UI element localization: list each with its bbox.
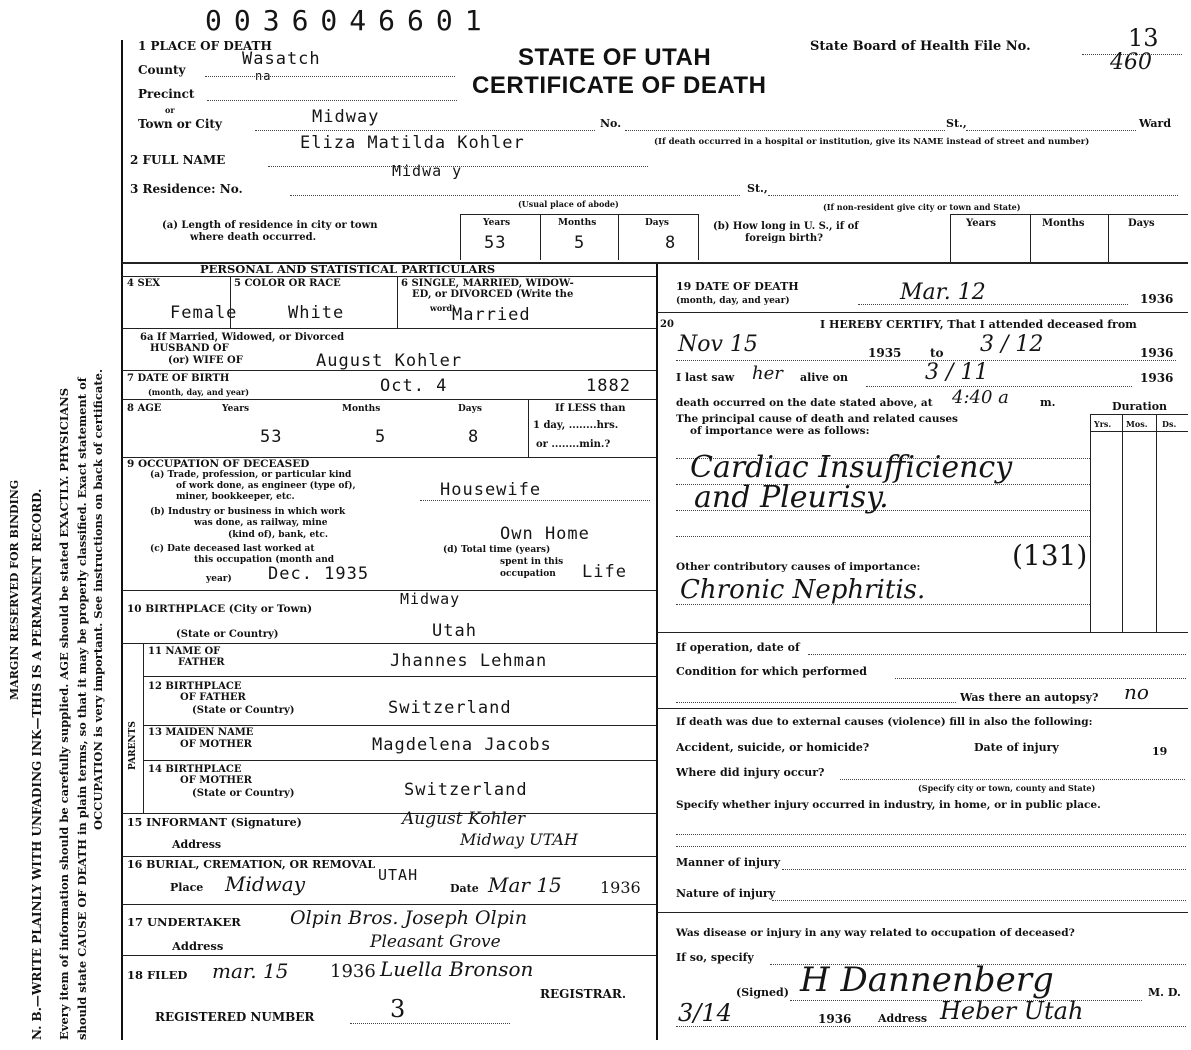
last-saw-date: 3 / 11	[925, 360, 989, 385]
res-box-top	[460, 214, 698, 215]
color-marital-divider	[397, 276, 398, 328]
foreign-label-2: foreign birth?	[745, 233, 823, 244]
cause-label-1: The principal cause of death and related causes	[676, 413, 958, 425]
res-months: 5	[574, 233, 586, 253]
res-days-label: Days	[645, 218, 669, 228]
age-days-label: Days	[458, 404, 482, 414]
residence-value: Midwa y	[392, 162, 463, 180]
res-box-v3	[618, 214, 619, 260]
town-value: Midway	[312, 107, 380, 127]
death-year: 1936	[1140, 292, 1174, 306]
registrar-signature: Luella Bronson	[380, 957, 534, 981]
where-note: (Specify city or town, county and State)	[918, 783, 1096, 793]
informant-address-label: Address	[172, 838, 222, 851]
residence-street-label: St.,	[747, 182, 768, 195]
county-label: County	[138, 63, 186, 77]
res-years-label: Years	[483, 218, 511, 228]
ds-label: Ds.	[1162, 419, 1177, 429]
foreign-box-v2	[1030, 214, 1031, 262]
nature-label: Nature of injury	[676, 887, 776, 900]
occurred-label: death occurred on the date stated above, at	[676, 397, 933, 409]
undertaker-rule	[122, 955, 656, 956]
full-name-value: Eliza Matilda Kohler	[300, 133, 525, 153]
marital-value: Married	[452, 305, 531, 325]
town-label: Town or City	[138, 117, 222, 131]
occ-c-value: Dec. 1935	[268, 564, 370, 584]
informant-address: Midway UTAH	[460, 830, 578, 849]
condition-line	[895, 678, 1186, 679]
father-bp-label-2: OF FATHER	[180, 692, 246, 703]
spouse-value: August Kohler	[316, 351, 463, 371]
spouse-rule	[122, 370, 656, 371]
birthplace-rule	[122, 643, 656, 644]
street-line	[625, 130, 945, 131]
instructions-note-2: should state CAUSE OF DEATH in plain terms, so that it may be properly classified. Exact statement of	[75, 377, 89, 1040]
attended-to: 3 / 12	[980, 332, 1044, 357]
contributory-label: Other contributory causes of importance:	[676, 561, 921, 573]
res-box-v1	[460, 214, 461, 260]
occ-d-value: Life	[582, 562, 627, 582]
specify-line	[676, 834, 1186, 835]
foreign-box-v3	[1108, 214, 1109, 262]
burial-label: 16 BURIAL, CREMATION, OR REMOVAL	[127, 858, 376, 871]
informant-rule	[122, 856, 656, 857]
external-label: If death was due to external causes (violence) fill in also the following:	[676, 716, 1093, 728]
res-months-label: Months	[558, 218, 597, 228]
undertaker-label: 17 UNDERTAKER	[127, 915, 241, 929]
father-rule	[143, 676, 656, 677]
duration-v3	[1156, 414, 1157, 632]
undertaker-address-label: Address	[172, 939, 224, 953]
marital-label-1: 6 SINGLE, MARRIED, WIDOW-	[401, 278, 574, 289]
signed-address-line	[676, 1026, 1186, 1027]
foreign-box-v1	[950, 214, 951, 262]
occupation-rule	[122, 590, 656, 591]
autopsy-value: no	[1124, 680, 1149, 704]
parents-side-label: PARENTS	[128, 721, 138, 770]
file-number: 13	[1128, 24, 1159, 52]
num-20: 20	[660, 319, 674, 330]
length-label-1: (a) Length of residence in city or town	[162, 220, 378, 231]
age-years-label: Years	[222, 404, 250, 414]
occ-c-label-2: this occupation (month and	[194, 555, 335, 565]
death-date: Mar. 12	[900, 280, 986, 305]
age-years: 53	[260, 427, 283, 447]
spouse-label-2: HUSBAND OF	[150, 343, 229, 354]
certificate-title: CERTIFICATE OF DEATH	[472, 72, 767, 99]
occupation-related-label: Was disease or injury in any way related to occupation of deceased?	[676, 927, 1075, 939]
marital-label-3: word)	[430, 303, 456, 313]
mother-rule	[143, 760, 656, 761]
length-label-2: where death occurred.	[190, 232, 317, 243]
dob-label: 7 DATE OF BIRTH	[127, 373, 230, 384]
mother-bp-label-3: (State or Country)	[192, 788, 295, 799]
death-date-label: 19 DATE OF DEATH	[676, 280, 799, 293]
res-years: 53	[484, 233, 507, 253]
occ-c-label-1: (c) Date deceased last worked at	[150, 544, 315, 554]
cause-code: (131)	[1012, 539, 1088, 572]
parents-divider	[143, 643, 144, 813]
spouse-label-3: (or) WIFE OF	[168, 355, 243, 366]
m-label: m.	[1040, 396, 1056, 409]
cause-label-2: of importance were as follows:	[690, 425, 870, 437]
less-than-label-2: 1 day, ........hrs.	[533, 420, 619, 431]
residence-line	[290, 195, 740, 196]
duration-v1	[1090, 414, 1091, 632]
death-date-rule	[657, 312, 1188, 313]
usual-abode-note: (Usual place of abode)	[518, 199, 619, 209]
instructions-note-3: OCCUPATION is very important. See instructions on back of certificate.	[91, 369, 105, 830]
burial-place-label: Place	[170, 881, 204, 894]
occ-d-label-3: occupation	[500, 569, 556, 579]
mother-label-2: OF MOTHER	[180, 739, 252, 750]
cause-section-rule	[657, 632, 1188, 633]
county-value: Wasatch	[242, 49, 321, 69]
occ-a-line	[420, 500, 650, 501]
mother-value: Magdelena Jacobs	[372, 735, 552, 755]
yrs-label: Yrs.	[1094, 419, 1112, 429]
attended-from: Nov 15	[678, 332, 758, 357]
dob-value: Oct. 4	[380, 376, 448, 396]
cause-2: and Pleurisy.	[694, 480, 889, 515]
alive-on-label: alive on	[800, 371, 849, 384]
injury-date-label: Date of injury	[974, 741, 1059, 754]
file-number-2: 460	[1110, 50, 1152, 75]
burial-date-label: Date	[450, 882, 479, 895]
duration-top	[1090, 414, 1188, 415]
registered-number-line	[350, 1023, 510, 1024]
file-number-label: State Board of Health File No.	[810, 39, 1031, 54]
autopsy-line-a	[676, 702, 956, 703]
foreign-years-label: Years	[966, 218, 997, 229]
attended-to-year: 1936	[1140, 346, 1174, 360]
last-saw-year: 1936	[1140, 371, 1174, 385]
occ-b-label-2: was done, as railway, mine	[194, 518, 328, 528]
father-bp-label-3: (State or Country)	[192, 705, 295, 716]
age-label: 8 AGE	[127, 403, 162, 414]
age-less-divider	[528, 399, 529, 457]
non-resident-note: (If non-resident give city or town and State)	[823, 202, 1021, 212]
sex-color-divider	[230, 276, 231, 328]
registered-number: 3	[390, 995, 406, 1023]
occ-b-label-3: (kind of), bank, etc.	[228, 530, 328, 540]
filed-date: mar. 15	[212, 959, 289, 983]
street-label: St.,	[946, 117, 967, 130]
cause-line-4	[676, 536, 1090, 537]
occupation-label: 9 OCCUPATION OF DECEASED	[127, 458, 310, 470]
birthplace-label: 10 BIRTHPLACE (City or Town)	[127, 603, 313, 615]
less-than-label-1: If LESS than	[555, 403, 626, 414]
mos-label: Mos.	[1126, 419, 1148, 429]
occ-b-value: Own Home	[500, 524, 590, 544]
signed-date: 3/14	[678, 999, 732, 1027]
certify-label: I HEREBY CERTIFY, That I attended deceased from	[820, 318, 1137, 331]
precinct-label: Precinct	[138, 87, 195, 101]
occ-b-label-1: (b) Industry or business in which work	[150, 507, 346, 517]
mother-bp-label-1: 14 BIRTHPLACE	[148, 764, 242, 775]
street-number-label: No.	[600, 117, 622, 130]
father-bp-rule	[143, 725, 656, 726]
precinct-line	[207, 100, 457, 101]
injury-year-label: 19	[1152, 745, 1168, 758]
signed-address-label: Address	[878, 1012, 928, 1025]
foreign-box-top	[950, 214, 1188, 215]
occ-d-label-2: spent in this	[500, 557, 564, 567]
res-box-v2	[540, 214, 541, 260]
manner-line-0	[676, 846, 1186, 847]
mother-bp-value: Switzerland	[404, 780, 528, 800]
burial-year: 1936	[600, 878, 641, 897]
dob-rule	[122, 399, 656, 400]
operation-label: If operation, date of	[676, 641, 800, 654]
registered-number-label: REGISTERED NUMBER	[155, 1010, 315, 1024]
burial-rule	[122, 904, 656, 905]
birthplace-state-label: (State or Country)	[176, 629, 279, 640]
sex-label: 4 SEX	[127, 278, 161, 289]
birthplace-state: Utah	[432, 621, 477, 641]
attended-from-year: 1935	[868, 346, 902, 360]
cause-1: Cardiac Insufficiency	[690, 450, 1013, 485]
ward-line	[966, 130, 1136, 131]
mother-bp-rule	[122, 813, 656, 814]
place-of-death-label: 1 PLACE OF DEATH	[138, 39, 272, 53]
father-bp-label-1: 12 BIRTHPLACE	[148, 681, 242, 692]
accident-label: Accident, suicide, or homicide?	[676, 741, 870, 754]
color-label: 5 COLOR OR RACE	[234, 278, 341, 289]
manner-label: Manner of injury	[676, 856, 781, 869]
manner-line	[782, 869, 1186, 870]
dob-sub-label: (month, day, and year)	[148, 387, 250, 397]
occ-c-label-3: year)	[206, 574, 232, 584]
last-saw-label: I last saw	[676, 371, 735, 384]
age-months-label: Months	[342, 404, 381, 414]
birthplace-city: Midway	[400, 590, 461, 608]
father-label-2: FATHER	[178, 657, 225, 668]
duration-header-rule	[1090, 431, 1188, 432]
permanent-record-note: N. B.—WRITE PLAINLY WITH UNFADING INK—THIS IS A PERMANENT RECORD.	[30, 488, 44, 1040]
age-months: 5	[375, 427, 387, 447]
residence-street-line	[768, 195, 1178, 196]
father-label-1: 11 NAME OF	[148, 646, 221, 657]
county-line	[205, 76, 455, 77]
res-days: 8	[665, 233, 677, 253]
dob-year: 1882	[586, 376, 631, 396]
personal-section-label: PERSONAL AND STATISTICAL PARTICULARS	[200, 262, 496, 276]
occ-a-label-3: miner, bookkeeper, etc.	[176, 492, 295, 502]
where-injury-label: Where did injury occur?	[676, 766, 825, 779]
occ-d-label-1: (d) Total time (years)	[443, 545, 551, 555]
or-label: or	[165, 105, 175, 115]
institution-note: (If death occurred in a hospital or institution, give its NAME instead of street and number)	[654, 137, 1090, 147]
county-sub-value: na	[255, 69, 272, 83]
occ-a-label-1: (a) Trade, profession, or particular kind	[150, 470, 352, 480]
res-box-v4	[698, 214, 699, 260]
where-line	[840, 779, 1185, 780]
father-bp-value: Switzerland	[388, 698, 512, 718]
father-value: Jhannes Lehman	[390, 651, 548, 671]
marital-rule	[122, 328, 656, 329]
signed-label: (Signed)	[736, 986, 789, 999]
death-time: 4:40 a	[952, 387, 1009, 408]
marital-label-2: ED, or DIVORCED (Write the	[412, 289, 574, 300]
if-so-label: If so, specify	[676, 951, 754, 964]
occ-a-value: Housewife	[440, 480, 542, 500]
duration-v2	[1122, 414, 1123, 632]
age-days: 8	[468, 427, 480, 447]
mother-label-1: 13 MAIDEN NAME	[148, 727, 254, 738]
form-center-divider	[656, 262, 658, 1040]
burial-date: Mar 15	[488, 873, 562, 897]
foreign-label-1: (b) How long in U. S., if of	[713, 221, 859, 232]
color-value: White	[288, 303, 345, 323]
burial-place-typed: UTAH	[378, 866, 419, 884]
to-label: to	[930, 346, 944, 360]
instructions-note-1: Every item of information should be carefully supplied. AGE should be stated EXACTLY. PHYSICIANS	[57, 387, 71, 1040]
death-date-line	[858, 304, 1128, 305]
autopsy-rule	[657, 708, 1188, 709]
spouse-label-1: 6a If Married, Widowed, or Divorced	[140, 332, 345, 343]
contrib-line-1	[676, 604, 1090, 605]
filed-year: 1936	[330, 961, 376, 982]
mother-bp-label-2: OF MOTHER	[180, 775, 252, 786]
duration-label: Duration	[1112, 400, 1168, 413]
personal-rule	[122, 276, 656, 277]
state-title: STATE OF UTAH	[518, 44, 712, 71]
filed-label: 18 FILED	[127, 968, 188, 982]
last-saw-pronoun: her	[752, 363, 783, 384]
less-than-label-3: or ........min.?	[536, 439, 611, 450]
undertaker-value: Olpin Bros. Joseph Olpin	[290, 907, 528, 929]
foreign-days-label: Days	[1128, 218, 1155, 229]
town-line	[255, 130, 595, 131]
form-left-border	[121, 40, 123, 1040]
md-label: M. D.	[1148, 986, 1181, 999]
autopsy-label: Was there an autopsy?	[960, 691, 1099, 704]
ward-label: Ward	[1139, 117, 1172, 130]
residence-label: 3 Residence: No.	[130, 182, 243, 196]
certificate-number: 0036046601	[205, 4, 494, 37]
foreign-months-label: Months	[1042, 218, 1085, 229]
injury-section-rule	[657, 912, 1188, 913]
informant-label: 15 INFORMANT (Signature)	[127, 816, 302, 829]
physician-signature: H Dannenberg	[800, 960, 1054, 1000]
death-date-sub: (month, day, and year)	[676, 296, 790, 306]
operation-line	[808, 654, 1186, 655]
nature-line	[772, 900, 1186, 901]
specify-injury-label: Specify whether injury occurred in industry, in home, or in public place.	[676, 799, 1101, 811]
full-name-label: 2 FULL NAME	[130, 153, 226, 167]
registrar-label: REGISTRAR.	[540, 987, 627, 1001]
occ-a-label-2: of work done, as engineer (type of),	[176, 481, 356, 491]
binding-margin-note: MARGIN RESERVED FOR BINDING	[8, 479, 21, 700]
signed-address: Heber Utah	[940, 997, 1084, 1025]
contributory-cause: Chronic Nephritis.	[680, 575, 926, 605]
condition-label: Condition for which performed	[676, 665, 867, 678]
sex-value: Female	[170, 303, 238, 323]
undertaker-address: Pleasant Grove	[370, 932, 501, 952]
burial-place: Midway	[225, 872, 306, 896]
informant-signature: August Kohler	[402, 809, 526, 829]
signed-year: 1936	[818, 1012, 852, 1026]
